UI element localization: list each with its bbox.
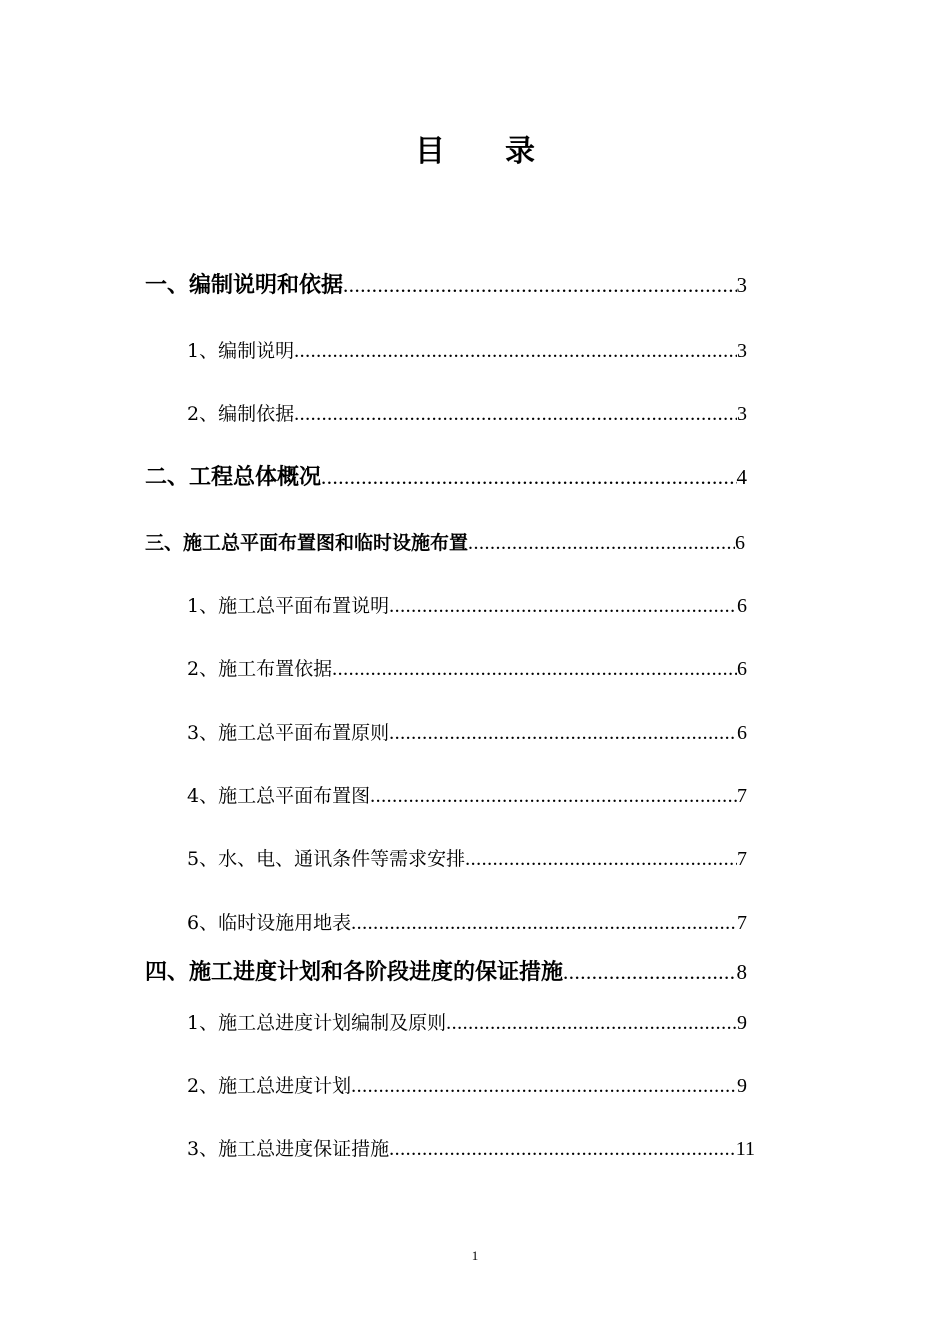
- toc-entry-3-2[interactable]: [187, 654, 747, 681]
- toc-entry-page: 6: [737, 722, 747, 744]
- toc-entry-4-2[interactable]: [187, 1071, 747, 1098]
- toc-entry-label: 2、施工总进度计划: [187, 1075, 352, 1097]
- toc-entry-3-4[interactable]: [187, 781, 747, 808]
- toc-entry-section-3[interactable]: [145, 528, 745, 555]
- toc-entry-label: 2、编制依据: [187, 403, 295, 425]
- toc-entry-page: 3: [737, 340, 747, 362]
- toc-entry-page: 7: [737, 848, 747, 870]
- toc-entry-label: 1、编制说明: [187, 340, 295, 362]
- toc-leader-dots: [321, 465, 736, 490]
- toc-entry-page: 3: [736, 273, 747, 297]
- toc-entry-label: 一、编制说明和依据: [145, 273, 344, 298]
- title-char-2: 录: [505, 134, 535, 169]
- toc-leader-dots: [294, 340, 737, 363]
- toc-leader-dots: [332, 658, 737, 681]
- toc-entry-section-4[interactable]: [145, 955, 747, 986]
- toc-entry-section-2[interactable]: [145, 460, 747, 491]
- toc-entry-page: 7: [737, 785, 747, 807]
- toc-entry-label: 四、施工进度计划和各阶段进度的保证措施: [145, 960, 564, 985]
- toc-leader-dots: [351, 1075, 737, 1098]
- toc-entry-label: 1、施工总平面布置说明: [187, 595, 390, 617]
- toc-entry-page: 9: [737, 1012, 747, 1034]
- toc-leader-dots: [563, 960, 736, 985]
- toc-leader-dots: [389, 595, 737, 618]
- toc-leader-dots: [294, 403, 737, 426]
- toc-entry-page: 11: [735, 1138, 755, 1160]
- toc-leader-dots: [389, 1138, 736, 1161]
- toc-entry-4-3[interactable]: [187, 1134, 755, 1161]
- toc-leader-dots: [389, 722, 737, 745]
- toc-entry-page: 8: [736, 960, 747, 984]
- toc-leader-dots: [446, 1012, 737, 1035]
- toc-entry-3-3[interactable]: [187, 718, 747, 745]
- toc-leader-dots: [465, 848, 737, 871]
- toc-entry-label: 4、施工总平面布置图: [187, 785, 371, 807]
- toc-entry-3-6[interactable]: [187, 908, 747, 935]
- toc-entry-3-5[interactable]: [187, 844, 747, 871]
- toc-entry-page: 3: [737, 403, 747, 425]
- toc-entry-page: 7: [737, 912, 747, 934]
- toc-entry-label: 3、施工总平面布置原则: [187, 722, 390, 744]
- page-number: 1: [471, 1248, 479, 1263]
- toc-entry-4-1[interactable]: [187, 1008, 747, 1035]
- toc-entry-label: 三、施工总平面布置图和临时设施布置: [145, 532, 469, 554]
- toc-entry-page: 6: [737, 595, 747, 617]
- toc-entry-section-1[interactable]: [145, 268, 747, 299]
- toc-leader-dots: [343, 273, 736, 298]
- toc-entry-label: 2、施工布置依据: [187, 658, 333, 680]
- title-char-1: 目: [415, 134, 445, 169]
- toc-leader-dots: [351, 912, 737, 935]
- page-title: [0, 130, 950, 174]
- toc-entry-1-2[interactable]: [187, 399, 747, 426]
- toc-entry-page: 4: [736, 465, 747, 489]
- toc-entry-page: 6: [737, 658, 747, 680]
- toc-entry-page: 9: [737, 1075, 747, 1097]
- toc-leader-dots: [468, 532, 735, 555]
- toc-entry-label: 1、施工总进度计划编制及原则: [187, 1012, 447, 1034]
- toc-entry-1-1[interactable]: [187, 336, 747, 363]
- toc-entry-3-1[interactable]: [187, 591, 747, 618]
- toc-entry-page: 6: [735, 532, 745, 554]
- toc-leader-dots: [370, 785, 737, 808]
- toc-entry-label: 6、临时设施用地表: [187, 912, 352, 934]
- toc-entry-label: 二、工程总体概况: [145, 465, 322, 490]
- toc-entry-label: 5、水、电、通讯条件等需求安排: [187, 848, 466, 870]
- toc-entry-label: 3、施工总进度保证措施: [187, 1138, 390, 1160]
